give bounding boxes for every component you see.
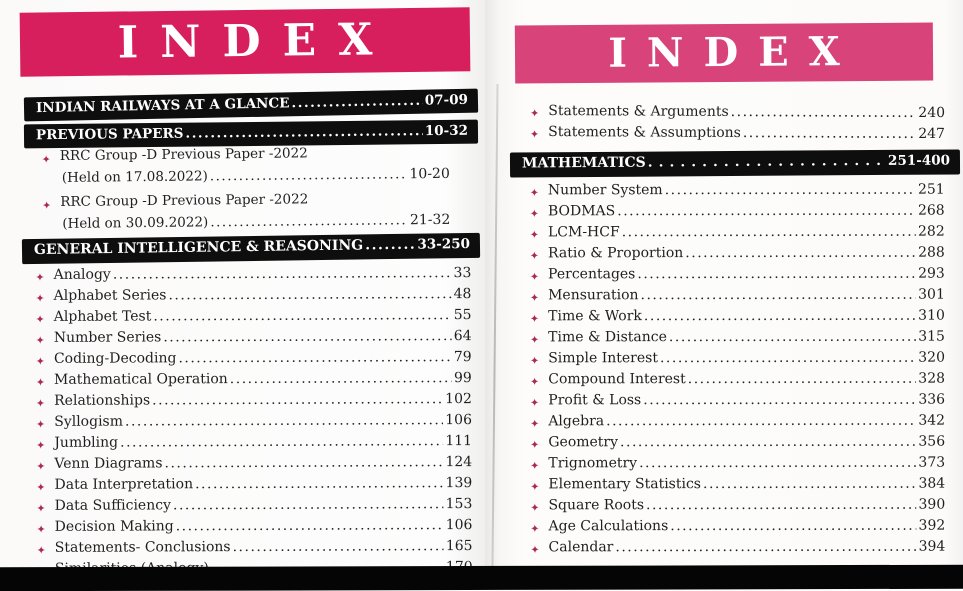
toc-row (530, 476, 945, 498)
dot-leader (153, 307, 451, 324)
dot-leader (639, 455, 916, 471)
toc-entry-page: 99 (453, 370, 472, 387)
section-bar-pages: 07-09 (424, 91, 469, 109)
toc-entry-page: 240 (918, 104, 946, 122)
dot-leader (644, 308, 916, 324)
toc-entry-page: 390 (918, 496, 946, 513)
toc-entry-label: Statements- Conclusions (54, 539, 231, 556)
dot-leader (120, 433, 443, 450)
diamond-bullet-icon: ✦ (529, 207, 539, 221)
toc-row (37, 538, 473, 561)
diamond-bullet-icon: ✦ (35, 417, 46, 431)
toc-entry-page: 342 (918, 412, 946, 429)
diamond-bullet-icon: ✦ (36, 480, 46, 494)
dot-leader (648, 153, 886, 171)
toc-row (36, 496, 472, 519)
toc-entry-label: Data Interpretation (54, 476, 194, 493)
section-bar-label: INDIAN RAILWAYS AT A GLANCE (35, 95, 290, 117)
dot-leader (703, 476, 916, 492)
toc-entry-page: 336 (918, 391, 946, 408)
paper-title: RRC Group -D Previous Paper -2022 (60, 191, 309, 210)
toc-entry-page: 55 (453, 307, 472, 324)
toc-row (36, 517, 472, 540)
paper-pages: 10-20 (409, 165, 450, 183)
page-title: INDEX (117, 14, 395, 69)
toc-row (530, 392, 945, 414)
dot-leader (622, 224, 916, 241)
toc-entry-label: Geometry (548, 434, 619, 451)
toc-entry-page: 356 (918, 433, 946, 450)
book-page-right (485, 0, 963, 587)
dot-leader (230, 370, 452, 387)
toc-entry-page: 293 (918, 265, 945, 282)
toc-row (36, 475, 472, 498)
section-bar-label: PREVIOUS PAPERS (35, 125, 184, 144)
toc-entry-page: 301 (918, 286, 945, 303)
toc-entry-label: Statements & Arguments (548, 103, 729, 120)
toc-entry-label: Relationships (54, 392, 151, 409)
toc-entry-page: 102 (445, 391, 472, 408)
diamond-bullet-icon: ✦ (529, 249, 540, 263)
toc-row (530, 539, 945, 561)
toc-row (36, 454, 472, 477)
toc-entry-label: Alphabet Test (53, 308, 152, 325)
toc-entry-label: Alphabet Series (53, 287, 167, 304)
toc-row (530, 245, 945, 267)
toc-entry-label: BODMAS (547, 203, 616, 220)
toc-entry-page: 315 (918, 328, 945, 345)
dot-leader (643, 392, 916, 408)
paper-entry (42, 190, 450, 238)
toc-entry-label: Simple Interest (548, 350, 658, 367)
dot-leader (152, 391, 443, 408)
dot-leader (669, 329, 916, 345)
toc-entry-label: Analogy (53, 266, 111, 283)
toc-entry-page: 165 (445, 538, 473, 555)
toc-entry-page: 106 (445, 412, 473, 429)
dot-leader (615, 539, 916, 556)
diamond-bullet-icon: ✦ (35, 312, 45, 326)
toc-entry-page: 320 (918, 349, 945, 366)
toc-entry-page: 282 (918, 223, 945, 240)
toc-row (530, 350, 945, 372)
paper-subtitle: (Held on 17.08.2022) (61, 168, 208, 186)
toc-entry-label: Square Roots (548, 497, 645, 514)
dot-leader (173, 496, 444, 513)
toc-list-reasoning (35, 265, 472, 582)
dot-leader (743, 125, 916, 142)
dot-leader (125, 412, 443, 429)
toc-row (530, 287, 945, 309)
toc-entry-page: 251 (917, 181, 945, 198)
diamond-bullet-icon: ✦ (530, 106, 540, 120)
diamond-bullet-icon: ✦ (35, 396, 46, 410)
paper-entry (42, 144, 450, 192)
dot-leader (210, 166, 408, 184)
toc-entry-page: 384 (918, 475, 946, 492)
section-bar-label: GENERAL INTELLIGENCE & REASONING (33, 237, 364, 259)
page-title: INDEX (608, 28, 860, 77)
toc-entry-label: Percentages (548, 266, 636, 283)
toc-row (530, 413, 945, 435)
dot-leader (731, 104, 917, 121)
diamond-bullet-icon: ✦ (529, 291, 540, 305)
toc-row (530, 124, 945, 147)
toc-entry-page: 394 (918, 538, 946, 555)
dot-leader (210, 212, 408, 230)
diamond-bullet-icon: ✦ (36, 438, 46, 452)
toc-entry-page: 288 (918, 244, 945, 261)
toc-entry-label: Age Calculations (548, 518, 669, 535)
toc-row (530, 518, 945, 540)
toc-entry-label: Coding-Decoding (53, 350, 177, 367)
dot-leader (688, 371, 917, 387)
diamond-bullet-icon: ✦ (41, 152, 51, 166)
toc-list-mathematics (530, 182, 946, 561)
diamond-bullet-icon: ✦ (529, 333, 540, 347)
toc-entry-label: Time & Distance (548, 329, 667, 346)
toc-entry-label: Profit & Loss (548, 392, 642, 409)
diamond-bullet-icon: ✦ (529, 186, 539, 200)
diamond-bullet-icon: ✦ (36, 501, 46, 515)
toc-row (530, 497, 945, 519)
toc-list-statements (530, 103, 945, 147)
dot-leader (291, 93, 423, 112)
diamond-bullet-icon: ✦ (35, 333, 45, 347)
dot-leader (176, 517, 444, 534)
toc-entry-page: 48 (453, 286, 472, 303)
toc-entry-page: 153 (445, 496, 473, 513)
toc-entry-page: 124 (445, 454, 473, 471)
dot-leader (164, 454, 443, 471)
toc-row (36, 412, 472, 435)
toc-row (530, 434, 945, 456)
toc-row (530, 455, 945, 477)
dot-leader (637, 266, 916, 282)
dot-leader (365, 237, 415, 254)
index-banner-left (20, 7, 471, 76)
section-bar-general-intelligence (22, 233, 480, 264)
toc-row (35, 307, 471, 330)
diamond-bullet-icon: ✦ (530, 459, 540, 473)
diamond-bullet-icon: ✦ (530, 438, 540, 452)
dot-leader (163, 328, 452, 345)
toc-row (530, 203, 945, 225)
diamond-bullet-icon: ✦ (35, 291, 45, 305)
diamond-bullet-icon: ✦ (530, 543, 540, 557)
toc-row (530, 182, 945, 204)
toc-entry-label: Trignometry (548, 455, 638, 472)
toc-entry-page: 64 (453, 328, 472, 345)
dot-leader (641, 287, 917, 303)
dot-leader (670, 518, 916, 534)
diamond-bullet-icon: ✦ (36, 522, 46, 536)
dot-leader (113, 265, 452, 282)
toc-entry-page: 310 (918, 307, 945, 324)
diamond-bullet-icon: ✦ (36, 459, 46, 473)
toc-entry-label: Time & Work (548, 308, 642, 325)
diamond-bullet-icon: ✦ (36, 543, 46, 557)
photo-bottom-black-strip (0, 565, 963, 591)
diamond-bullet-icon: ✦ (530, 375, 540, 389)
section-bar-indian-railways (24, 89, 478, 122)
toc-row (530, 224, 945, 246)
toc-row (530, 308, 945, 330)
diamond-bullet-icon: ✦ (42, 198, 52, 212)
toc-entry-label: LCM-HCF (547, 224, 620, 241)
diamond-bullet-icon: ✦ (529, 228, 539, 242)
dot-leader (185, 123, 422, 141)
previous-papers-list (42, 144, 451, 240)
toc-entry-page: 111 (445, 433, 473, 450)
diamond-bullet-icon: ✦ (35, 354, 45, 368)
toc-row (36, 391, 472, 414)
toc-entry-label: Data Sufficiency (54, 497, 172, 514)
toc-entry-page: 328 (918, 370, 946, 387)
toc-entry-page: 106 (445, 517, 473, 534)
toc-row (530, 329, 945, 351)
diamond-bullet-icon: ✦ (530, 396, 540, 410)
toc-entry-label: Jumbling (54, 434, 119, 451)
section-bar-pages: 33-250 (417, 235, 471, 253)
paper-subtitle: (Held on 30.09.2022) (62, 214, 209, 232)
toc-entry-page: 247 (918, 125, 945, 143)
toc-entry-label: Elementary Statistics (548, 476, 702, 493)
diamond-bullet-icon: ✦ (529, 312, 540, 326)
toc-entry-label: Syllogism (54, 413, 124, 430)
toc-entry-label: Venn Diagrams (54, 455, 163, 472)
diamond-bullet-icon: ✦ (35, 270, 45, 284)
dot-leader (178, 349, 452, 366)
toc-entry-page: 268 (917, 202, 945, 219)
diamond-bullet-icon: ✦ (529, 127, 540, 141)
toc-entry-page: 373 (918, 454, 946, 471)
paper-title: RRC Group -D Previous Paper -2022 (59, 145, 308, 164)
diamond-bullet-icon: ✦ (35, 375, 46, 389)
toc-row (36, 370, 472, 393)
toc-entry-label: Algebra (548, 413, 605, 430)
toc-row (36, 328, 472, 351)
toc-row (530, 371, 945, 393)
diamond-bullet-icon: ✦ (529, 270, 540, 284)
toc-entry-label: Mathematical Operation (53, 371, 228, 388)
diamond-bullet-icon: ✦ (530, 522, 540, 536)
dot-leader (660, 350, 916, 366)
toc-entry-label: Decision Making (54, 518, 174, 535)
section-bar-mathematics (510, 149, 960, 177)
toc-row (36, 433, 472, 456)
diamond-bullet-icon: ✦ (530, 501, 540, 515)
toc-entry-label: Ratio & Proportion (547, 245, 684, 262)
toc-entry-page: 79 (453, 349, 472, 366)
dot-leader (168, 286, 451, 303)
dot-leader (617, 203, 916, 220)
section-bar-label: MATHEMATICS (521, 154, 646, 172)
dot-leader (233, 538, 444, 555)
dot-leader (665, 182, 916, 198)
diamond-bullet-icon: ✦ (530, 417, 540, 431)
toc-row (530, 103, 945, 126)
toc-row (530, 266, 945, 288)
index-banner-right (515, 23, 933, 84)
toc-entry-page: 392 (918, 517, 946, 534)
toc-row (35, 286, 471, 309)
toc-entry-label: Calendar (548, 539, 614, 556)
toc-entry-label: Statements & Assumptions (548, 124, 741, 142)
toc-entry-label: Number Series (53, 329, 162, 346)
dot-leader (195, 475, 444, 492)
toc-row (36, 349, 472, 372)
diamond-bullet-icon: ✦ (530, 480, 540, 494)
toc-row (35, 265, 471, 288)
toc-entry-label: Compound Interest (548, 371, 686, 388)
paper-pages: 21-32 (409, 211, 451, 229)
diamond-bullet-icon: ✦ (529, 354, 540, 368)
section-bar-pages: 10-32 (424, 122, 469, 140)
section-bar-pages: 251-400 (887, 152, 951, 169)
dot-leader (620, 434, 916, 451)
toc-entry-label: Number System (547, 182, 663, 199)
toc-entry-label: Mensuration (548, 287, 639, 304)
dot-leader (646, 497, 917, 513)
toc-entry-page: 33 (453, 265, 472, 282)
dot-leader (685, 245, 916, 261)
toc-entry-page: 139 (445, 475, 473, 492)
dot-leader (606, 413, 916, 430)
